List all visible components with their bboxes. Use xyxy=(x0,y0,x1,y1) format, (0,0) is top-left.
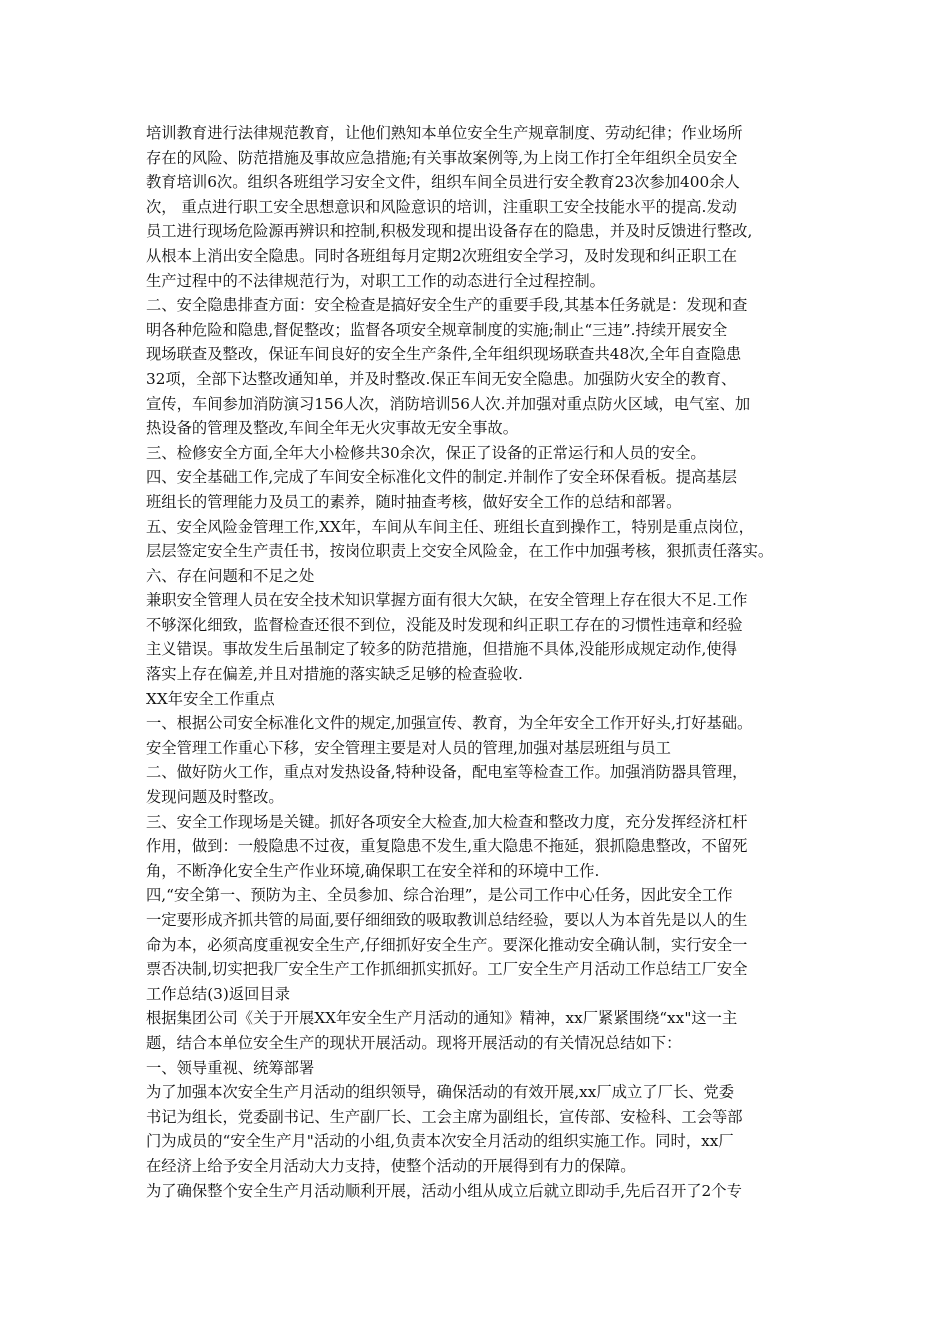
text-line: 票否决制,切实把我厂安全生产工作抓细抓实抓好。工厂安全生产月活动工作总结工厂安全 xyxy=(146,960,748,979)
document-body xyxy=(146,121,814,1203)
text-line: 现场联查及整改，保证车间良好的安全生产条件,全年组织现场联查共48次,全年自查隐患 xyxy=(146,345,742,364)
text-line: 命为本，必须高度重视安全生产,仔细抓好安全生产。要深化推动安全确认制，实行安全一 xyxy=(146,935,748,954)
text-line: 三、安全工作现场是关键。抓好各项安全大检查,加大检查和整改力度，充分发挥经济杠杆 xyxy=(146,812,748,831)
text-line: 存在的风险、防范措施及事故应急措施;有关事故案例等,为上岗工作打全年组织全员安全 xyxy=(146,148,738,167)
text-line: 发现问题及时整改。 xyxy=(146,788,284,807)
text-line: 一、领导重视、统筹部署 xyxy=(146,1058,315,1077)
text-line: 员工进行现场危险源再辨识和控制,积极发现和提出设备存在的隐患，并及时反馈进行整改, xyxy=(146,222,753,241)
text-line: 宣传，车间参加消防演习156人次，消防培训56人次.并加强对重点防火区域，电气室、加 xyxy=(146,394,751,413)
text-line: 角，不断净化安全生产作业环境,确保职工在安全祥和的环境中工作. xyxy=(146,861,600,880)
text-line: 教育培训6次。组织各班组学习安全文件，组织车间全员进行安全教育23次参加400余人 xyxy=(146,173,740,192)
text-line: 书记为组长，党委副书记、生产副厂长、工会主席为副组长，宣传部、安检科、工会等部 xyxy=(146,1107,743,1126)
text-line: 二、安全隐患排查方面：安全检查是搞好安全生产的重要手段,其基本任务就是：发现和查 xyxy=(146,296,748,315)
text-line: 四,“安全第一、预防为主、全员参加、综合治理”，是公司工作中心任务，因此安全工作 xyxy=(146,886,733,905)
text-line: 从根本上消出安全隐患。同时各班组每月定期2次班组安全学习，及时发现和纠正职工在 xyxy=(146,246,738,265)
text-line: 根据集团公司《关于开展XX年安全生产月活动的通知》精神，xx厂紧紧围绕“xx"这一主 xyxy=(146,1009,738,1028)
text-line: XX年安全工作重点 xyxy=(146,689,275,708)
text-line: 四、安全基础工作,完成了车间安全标准化文件的制定.并制作了安全环保看板。提高基层 xyxy=(146,468,738,487)
text-line: 不够深化细致，监督检查还很不到位，没能及时发现和纠正职工存在的习惯性违章和经验 xyxy=(146,615,743,634)
text-line: 热设备的管理及整改,车间全年无火灾事故无安全事故。 xyxy=(146,419,518,438)
text-line: 题，结合本单位安全生产的现状开展活动。现将开展活动的有关情况总结如下： xyxy=(146,1033,682,1052)
text-line: 主义错误。事故发生后虽制定了较多的防范措施，但措施不具体,没能形成规定动作,使得 xyxy=(146,640,738,659)
text-line: 在经济上给予安全月活动大力支持，使整个活动的开展得到有力的保障。 xyxy=(146,1156,636,1175)
text-line: 明各种危险和隐患,督促整改；监督各项安全规章制度的实施;制止“三违”.持续开展安全 xyxy=(146,320,728,339)
text-line: 安全管理工作重心下移，安全管理主要是对人员的管理,加强对基层班组与员工 xyxy=(146,738,671,757)
text-line: 二、做好防火工作，重点对发热设备,特种设备，配电室等检查工作。加强消防器具管理， xyxy=(146,763,748,782)
text-line: 五、安全风险金管理工作,XX年，车间从车间主任、班组长直到操作工，特别是重点岗位， xyxy=(146,517,754,536)
text-line: 为了加强本次安全生产月活动的组织领导，确保活动的有效开展,xx厂成立了厂长、党委 xyxy=(146,1083,735,1102)
text-line: 落实上存在偏差,并且对措施的落实缺乏足够的检查验收. xyxy=(146,665,523,684)
text-line: 32项，全部下达整改通知单，并及时整改.保正车间无安全隐患。加强防火安全的教育、 xyxy=(146,369,737,388)
text-line: 作用，做到：一般隐患不过夜，重复隐患不发生,重大隐患不拖延，狠抓隐患整改，不留死 xyxy=(146,837,748,856)
text-line: 兼职安全管理人员在安全技术知识掌握方面有很大欠缺，在安全管理上存在很大不足.工作 xyxy=(146,591,748,610)
text-line: 门为成员的“安全生产月"活动的小组,负责本次安全月活动的组织实施工作。同时，xx厂 xyxy=(146,1132,734,1151)
text-line: 班组长的管理能力及员工的素养，随时抽查考核，做好安全工作的总结和部署。 xyxy=(146,492,682,511)
text-line: 一、根据公司安全标准化文件的规定,加强宣传、教育，为全年安全工作开好头,打好基础。 xyxy=(146,714,753,733)
text-line: 培训教育进行法律规范教育，让他们熟知本单位安全生产规章制度、劳动纪律；作业场所 xyxy=(146,124,743,142)
text-line: 三、检修安全方面,全年大小检修共30余次，保正了设备的正常运行和人员的安全。 xyxy=(146,443,706,462)
text-line: 为了确保整个安全生产月活动顺利开展，活动小组从成立后就立即动手,先后召开了2个专 xyxy=(146,1181,742,1200)
text-line: 工作总结(3)返回目录 xyxy=(146,984,291,1003)
text-line: 层层签定安全生产责任书，按岗位职责上交安全风险金，在工作中加强考核，狠抓责任落实。 xyxy=(146,542,774,561)
text-line: 六、存在问题和不足之处 xyxy=(146,566,315,585)
text-line: 一定要形成齐抓共管的局面,要仔细细致的吸取教训总结经验，要以人为本首先是以人的生 xyxy=(146,911,748,929)
text-line: 次， 重点进行职工安全思想意识和风险意识的培训，注重职工安全技能水平的提高.发动 xyxy=(146,197,738,216)
text-line: 生产过程中的不法律规范行为，对职工工作的动态进行全过程控制。 xyxy=(146,271,605,290)
